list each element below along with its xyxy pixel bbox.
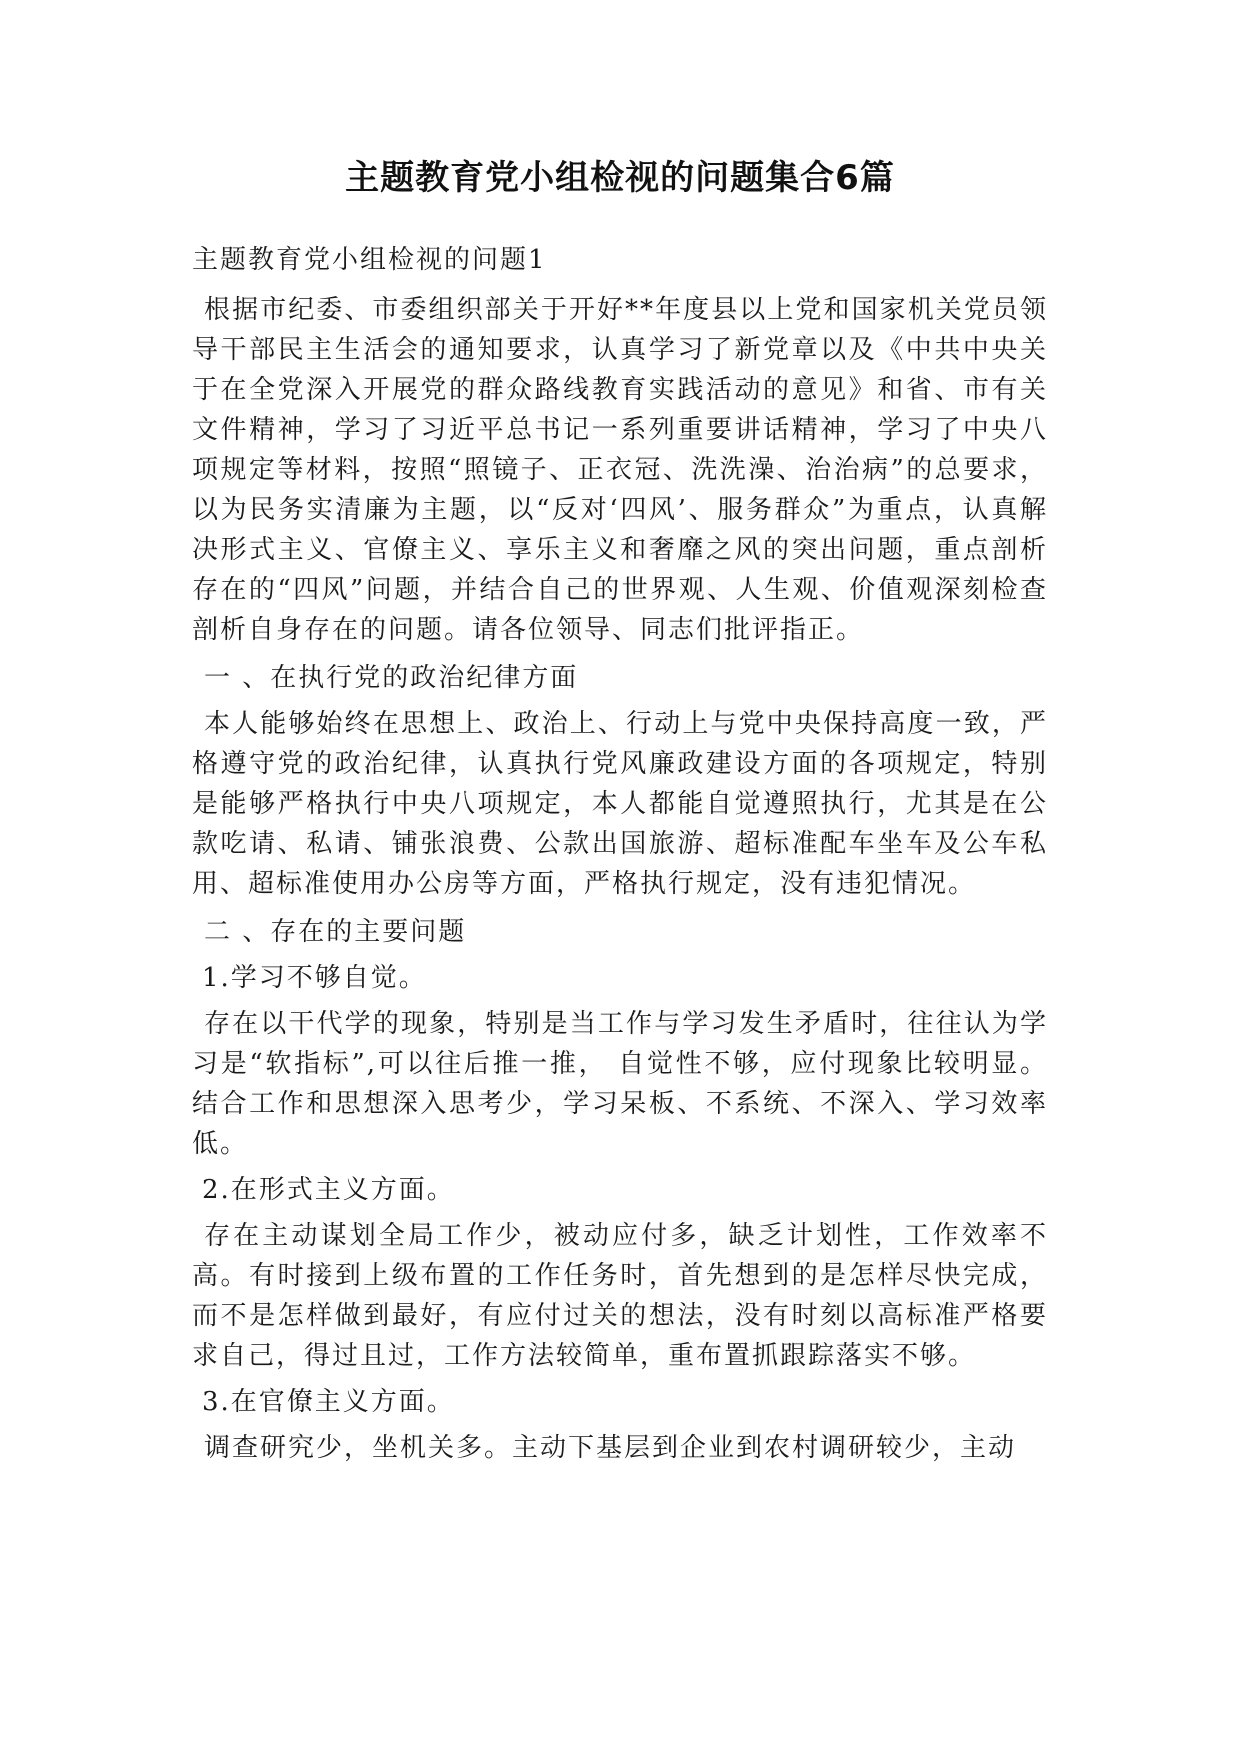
document-subtitle: 主题教育党小组检视的问题1 (192, 245, 547, 275)
intro-paragraph: 根据市纪委、市委组织部关于开好**年度县以上党和国家机关党员领导干部民主生活会的通知要求，认真学习了新党章以及《中共中央关于在全党深入开展党的群众路线教育实践活动的意见》和省、市有关文件精神，学习了习近平总书记一系列重要讲话精神，学习了中央八项规定等材料，按照“照镜子、正衣冠、洗洗澡、治治病”的总要求，以为民务实清廉为主题，以“反对‘四风’、服务群众”为重点，认真解决形式主义、官僚主义、享乐主义和奢靡之风的突出问题，重点剖析存在的“四风”问题，并结合自己的世界观、人生观、价值观深刻检查剖析自身存在的问题。请各位领导、同志们批评指正。 (192, 295, 1048, 645)
item-3-heading: 3.在官僚主义方面。 (202, 1387, 455, 1417)
item-2-heading: 2.在形式主义方面。 (202, 1175, 455, 1205)
item-2-paragraph: 存在主动谋划全局工作少，被动应付多，缺乏计划性，工作效率不高。有时接到上级布置的工作任务时，首先想到的是怎样尽快完成，而不是怎样做到最好，有应付过关的想法，没有时刻以高标准严格要求自己，得过且过，工作方法较简单，重布置抓跟踪落实不够。 (192, 1221, 1048, 1371)
item-1-heading: 1.学习不够自觉。 (202, 963, 427, 993)
item-1-paragraph: 存在以干代学的现象，特别是当工作与学习发生矛盾时，往往认为学习是“软指标”,可以往后推一推， 自觉性不够，应付现象比较明显。结合工作和思想深入思考少，学习呆板、不系统、不深入、学习效率低。 (192, 1009, 1048, 1159)
item-3-paragraph: 调查研究少，坐机关多。主动下基层到企业到农村调研较少，主动 (204, 1433, 1017, 1463)
section-2-heading: 二 、存在的主要问题 (204, 917, 467, 947)
document-body (192, 240, 1048, 1468)
section-1-heading: 一 、在执行党的政治纪律方面 (204, 663, 579, 693)
section-1-paragraph: 本人能够始终在思想上、政治上、行动上与党中央保持高度一致，严格遵守党的政治纪律，认真执行党风廉政建设方面的各项规定，特别是能够严格执行中央八项规定，本人都能自觉遵照执行，尤其是在公款吃请、私请、铺张浪费、公款出国旅游、超标准配车坐车及公车私用、超标准使用办公房等方面，严格执行规定，没有违犯情况。 (192, 709, 1048, 899)
document-title: 主题教育党小组检视的问题集合6篇 (345, 158, 895, 198)
